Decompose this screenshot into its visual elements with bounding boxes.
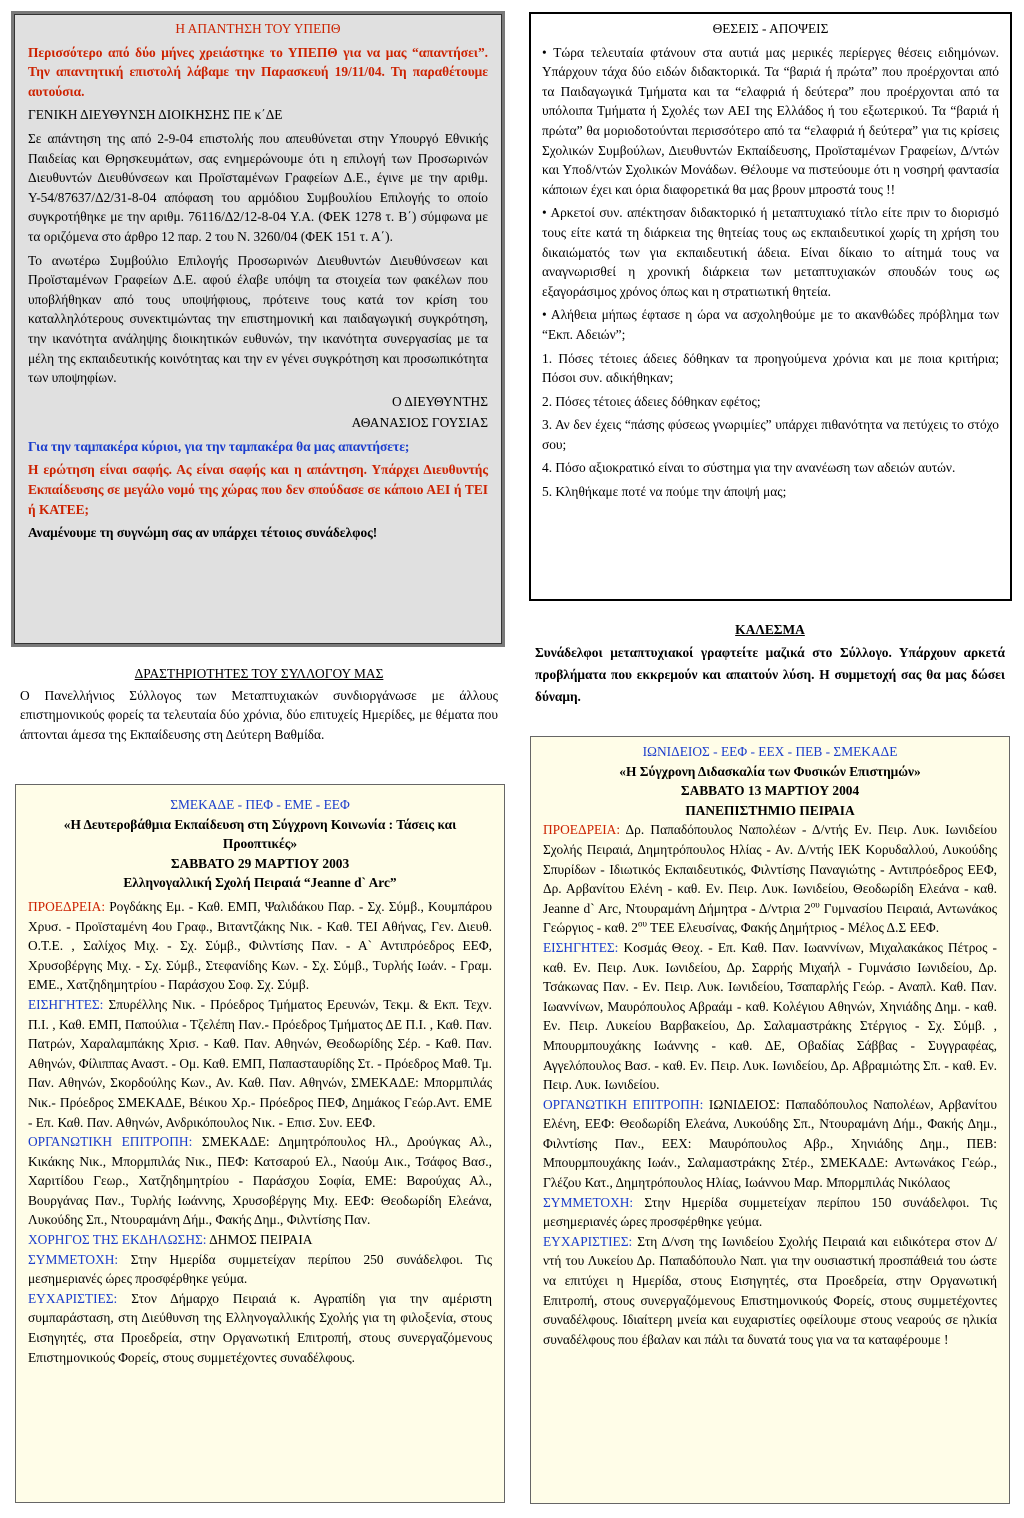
- ionideios-chairs-sup-1: ου: [810, 899, 820, 910]
- ionideios-committee-label: ΟΡΓΑΝΩΤΙΚΗ ΕΠΙΤΡΟΠΗ:: [543, 1096, 704, 1112]
- smekade-sponsor-label: ΧΟΡΗΓΟΣ ΤΗΣ ΕΚΔΗΛΩΣΗΣ:: [28, 1232, 207, 1248]
- ionideios-thanks-label: ΕΥΧΑΡΙΣΤΙΕΣ:: [543, 1233, 633, 1249]
- smekade-committee-label: ΟΡΓΑΝΩΤΙΚΗ ΕΠΙΤΡΟΠΗ:: [28, 1134, 193, 1150]
- ionideios-attendance: Στην Ημερίδα συμμετείχαν περίπου 150 συνάδελφοι. Τις μεσημεριανές ώρες προσφέρθηκε γεύμα.: [543, 1194, 997, 1230]
- smekade-date: ΣΑΒΒΑΤΟ 29 ΜΑΡΤΙΟΥ 2003: [170, 855, 350, 871]
- ionideios-thanks: Στη Δ/νση της Ιωνιδείου Σχολής Πειραιά και ειδικότερα στον Δ/ντή του Λυκείου Δρ. Παπαδόπουλο Ναπ. για την ουσιαστική προσπάθειά του ώστε να επιτύχει η Ημερίδα, στους Εισηγητές, στα Προεδρεία, στην Οργανωτική Επιτροπή, στους συνεργαζόμενους Επιστημονικούς Φορείς, στους συμμετέχοντες συναδέλφους. Ιδιαίτερη μνεία και ευχαριστίες οφείλουμε στους νεαρούς σε ηλικία συναδέλφους που έβαλαν και πάλι τα δυνατά τους για να τα καταφέρουμε !: [543, 1233, 997, 1347]
- closing-remark: Αναμένουμε τη συγνώμη σας αν υπάρχει τέτοιος συνάδελφος!: [28, 525, 378, 541]
- activities-title: ΔΡΑΣΤΗΡΙΟΤΗΤΕΣ ΤΟΥ ΣΥΛΛΟΓΟΥ ΜΑΣ: [134, 666, 384, 681]
- ionideios-committee: ΙΩΝΙΔΕΙΟΣ: Παπαδόπουλος Ναπολέων, Αρβανίτου Ελένη, ΕΕΦ: Θεοδωρίδη Ελεάνα, Λυκούδης Σπ., Ντουραμάνη Δήμ., Φακής Δημ., Φιλντίσης Παν., ΕΕΧ: Μαυρόπουλος Αβρ., Χηνιάδης Δημ., ΠΕΒ: Μπουρμπουχάκης Ιωάν., Σαλαμαστράκης Στέρ., ΣΜΕΚΑΔΕ: Αντωνάκος Γεώρ., Γλέζου Κατ., Δημητρόπουλος Ηλίας, Ιωάννου Μαρ. Μπορμπιλάς Νικόλαος: [543, 1096, 997, 1191]
- ionideios-chairs-a: Δρ. Παπαδόπουλος Ναπολέων - Δ/ντής Εν. Πειρ. Λυκ. Ιωνιδείου Σχολής Πειραιά, Δημητρόπουλος Ηλίας - Αν. Δ/ντής ΙΕΚ Κορυδαλλού, Λυκούδης Σπυρίδων - Ιδιωτικός Εκπαιδευτικός, Φιλντίσης Παναγιώτης - Αντιπρόεδρος ΕΕΦ, Δρ. Αρβανίτου Ελένη - καθ. Εν. Πειρ. Λυκ. Ιωνιδείου, Θεοδωρίδη Ελεάνα - καθ. Jeanne d` Arc, Ντουραμάνη Δήμητρα - Δ/ντρια 2: [543, 822, 997, 916]
- letter-heading: ΓΕΝΙΚΗ ΔΙΕΥΘΥΝΣΗ ΔΙΟΙΚΗΣΗΣ ΠΕ κ΄ΔΕ: [28, 107, 283, 123]
- signer-name: ΑΘΑΝΑΣΙΟΣ ΓΟΥΣΙΑΣ: [351, 415, 488, 431]
- call-body: Συνάδελφοι μεταπτυχιακοί γραφτείτε μαζικά στο Σύλλογο. Υπάρχουν αρκετά προβλήματα που εκκρεμούν και απαιτούν λύση. Η συμμετοχή σας θα μας δώσει δύναμη.: [535, 644, 1005, 704]
- ionideios-speakers-label: ΕΙΣΗΓΗΤΕΣ:: [543, 939, 619, 955]
- ionideios-chairs-label: ΠΡΟΕΔΡΕΙΑ:: [543, 822, 621, 838]
- smekade-sponsor: ΔΗΜΟΣ ΠΕΙΡΑΙΑ: [206, 1232, 313, 1248]
- comment-red: Η ερώτηση είναι σαφής. Ας είναι σαφής και η απάντηση. Υπάρχει Διευθυντής Εκπαίδευσης σε μεγάλο νομό της χώρας που δεν σπούδασε σε κάποιο ΑΕΙ ή ΤΕΙ ή ΚΑΤΕΕ;: [28, 462, 488, 517]
- smekade-attendance-label: ΣΥΜΜΕΤΟΧΗ:: [28, 1251, 119, 1267]
- letter-paragraph-2: Το ανωτέρω Συμβούλιο Επιλογής Προσωρινών Διευθυντών Διευθύνσεων και Προϊσταμένων Γραφείων Δ.Ε. αφού έλαβε υπόψη τα στοιχεία των φακέλων που υποβλήθηκαν από τους υποψήφιους, πρότεινε τους κατά τον κρίση του καταλληλότερους συνεκτιμώντας την επιστημονική και παιδαγωγική συγκρότηση, την ικανότητα ανάληψης διοικητικών ευθυνών, την ικανότητα συνεργασίας με τα μέλη της εκπαιδευτικής κοινότητας και την εν γένει συγκρότηση και προσωπικότητα των υποψηφίων.: [28, 252, 488, 386]
- ypepth-answer-intro: Περισσότερο από δύο μήνες χρειάστηκε το ΥΠΕΠΘ για να μας “απαντήσει”. Την απαντητική επιστολή λάβαμε την Παρασκευή 19/11/04. Τη παραθέτουμε αυτούσια.: [28, 44, 488, 99]
- ionideios-chairs-b: Γυμνασίου Πειραιά, Αντωνάκος Γεώργιος - καθ. 2: [543, 900, 998, 936]
- smekade-chairs-label: ΠΡΟΕΔΡΕΙΑ:: [28, 898, 106, 914]
- ionideios-chairs-c: ΤΕΕ Ελευσίνας, Φακής Δημήτριος - Μέλος Δ.Σ ΕΕΦ.: [646, 920, 940, 936]
- question-4: 4. Πόσο αξιοκρατικό είναι το σύστημα για την ανανέωση των αδειών αυτών.: [542, 460, 956, 476]
- positions-bullet-1: • Τώρα τελευταία φτάνουν στα αυτιά μας μερικές περίεργες θέσεις ειδημόνων. Υπάρχουν τάχα δύο ειδών διδακτορικά. Τα “βαριά ή πρώτα” που προέρχονται από τα Παιδαγωγικά Τμήματα και τα “ελαφριά ή δεύτερα” που προέρχονται από τα υπόλοιπα Τμήματα ή Σχολές των ΑΕΙ της Ελλάδος ή του εξωτερικού. Τα “βαριά ή πρώτα” θα μοριοδοτούνται περισσότερο από τα “ελαφριά ή δεύτερα” για τις κρίσεις Σχολικών Συμβούλων, Διευθυντών Εκπαίδευσης, Προϊσταμένων Γραφείων, Δ/ντών και Υποδ/ντών Σχολικών Μονάδων. Θέλουμε να πιστεύουμε ότι η νοσηρή φαντασία κάποιων έχει και όρια διαφορετικά θα μας βρουν μπροστά τους !!: [542, 44, 999, 197]
- positions-title: ΘΕΣΕΙΣ - ΑΠΟΨΕΙΣ: [712, 21, 829, 36]
- call-title: ΚΑΛΕΣΜΑ: [735, 622, 805, 637]
- ionideios-event-box: [530, 736, 1010, 1504]
- smekade-theme: «Η Δευτεροβάθμια Εκπαίδευση στη Σύγχρονη Κοινωνία : Τάσεις και Προοπτικές»: [63, 816, 457, 852]
- ionideios-chairs-sup-2: ου: [637, 918, 647, 929]
- smekade-speakers-label: ΕΙΣΗΓΗΤΕΣ:: [28, 996, 104, 1012]
- question-5: 5. Κληθήκαμε ποτέ να πούμε την άποψή μας;: [542, 484, 787, 500]
- letter-paragraph-1: Σε απάντηση της από 2-9-04 επιστολής που απευθύνεται στην Υπουργό Εθνικής Παιδείας και Θρησκευμάτων, σας ενημερώνουμε ότι η επιλογή των Προσωρινών Διευθυντών Διευθύνσεων και Προϊσταμένων Γραφείων Δ.Ε., έγινε με την αριθμ. Υ-54/87637/Δ2/31-8-04 απόφαση του αρμόδιου Συμβουλίου Επιλογής το οποίο συγκροτήθηκε με την αριθμ. 76116/Δ2/12-8-04 Υ.Α. (ΦΕΚ 1278 τ. Β΄) σύμφωνα με τα οριζόμενα στο άρθρο 12 παρ. 2 του Ν. 3260/04 (ΦΕΚ 151 τ. Α΄).: [28, 130, 488, 244]
- smekade-attendance: Στην Ημερίδα συμμετείχαν περίπου 250 συνάδελφοι. Τις μεσημεριανές ώρες προσφέρθηκε γεύμα.: [28, 1251, 492, 1287]
- signer-role: Ο ΔΙΕΥΘΥΝΤΗΣ: [392, 393, 488, 409]
- smekade-venue: Ελληνογαλλική Σχολή Πειραιά “Jeanne d` Arc”: [123, 875, 397, 891]
- smekade-org: ΣΜΕΚΑΔΕ - ΠΕΦ - ΕΜΕ - ΕΕΦ: [170, 797, 350, 812]
- smekade-speakers: Σπυρέλλης Νικ. - Πρόεδρος Τμήματος Ερευνών, Τεκμ. & Εκπ. Τεχν. Π.Ι. , Καθ. ΕΜΠ, Παπούλια - Τζελέπη Παν.- Πρόεδρος Τμήματος ΔΕ Π.Ι. , Καθ. Παν. Πατρών, Χαραλαμπάκης Χρισ. - Καθ. Παν. Αθηνών, Θεοδωρίδης Σέρ. - Καθ. Παν. Αθηνών, Φίλιππας Αναστ. - Ομ. Καθ. ΕΜΠ, Παπασταυρίδης Στ. - Πρόεδρος Μαθ. Τμ. Παν. Αθηνών, Σκορδούλης Κων., Αν. Καθ. Παν. Αθηνών, ΣΜΕΚΑΔΕ: Μπορμπιλάς Νικ.- Πρόεδρος ΣΜΕΚΑΔΕ, Βέικου Χρ.- Πρόεδρος ΠΕΦ, Δημάκος Γεώρ.Αντ. ΕΜΕ - Επ. Καθ. Παν. Αθηνών, Ανδρικόπουλος Νικ. - Επισ. Συν. ΕΕΦ.: [28, 996, 493, 1130]
- smekade-thanks-label: ΕΥΧΑΡΙΣΤΙΕΣ:: [28, 1290, 118, 1306]
- positions-bullet-3: • Αλήθεια μήπως έφτασε η ώρα να ασχοληθούμε με το ακανθώδες πρόβλημα των “Εκπ. Αδειών”;: [542, 307, 999, 342]
- ionideios-attendance-label: ΣΥΜΜΕΤΟΧΗ:: [543, 1194, 634, 1210]
- call-section: [535, 620, 1005, 712]
- smekade-event-box: [15, 784, 505, 1503]
- question-2: 2. Πόσες τέτοιες άδειες δόθηκαν εφέτος;: [542, 393, 761, 409]
- smekade-chairs: Ρογδάκης Εμ. - Καθ. ΕΜΠ, Ψαλιδάκου Παρ. - Σχ. Σύμβ., Κουμπάρου Χρυσ. - Προϊσταμένη 4ου Γραφ., Βιταντζάκης Νικ. - Καθ. ΤΕΙ Αθήνας, Γεν. Διευθ. Ο.Τ.Ε. , Σαλίχος Μιχ. - Σχ. Σύμβ., Φιλντίσης Παν. - Α` Αντιπρόεδρος ΕΕΦ, Χρυσοβέργης Μιχ. - Σχ. Σύμβ., Στεφανίδης Κων. - Σχ. Σύμβ., Τυρλής Ιωάν. - Γραμ. ΕΜΕ., Χατζηδημητρίου - Παράσχου Σοφ. Σχ. Σύμβ.: [28, 898, 492, 993]
- ionideios-speakers: Κοσμάς Θεοχ. - Επ. Καθ. Παν. Ιωαννίνων, Μιχαλακάκος Πέτρος - καθ. Εν. Πειρ. Λυκ. Ιωνιδείου, Δρ. Σαρρής Μιχαήλ - Γυμνάσιο Ιωνιδείου, Δρ. Τσάκωνας Παν. - Εν. Πειρ. Λυκ. Ιωνιδείου, Τσαπαρλής Γεώρ. - Αναπλ. Καθ. Παν. Ιωαννίνων, Μαυρόπουλος Αβραάμ - καθ. Κολέγιου Αθηνών, Χηνιάδης Δημ. - καθ. Εν. Πειρ. Λυκείου Βαρβακείου, Δρ. Σαλαμαστράκης Στέργιος - Σχ. Σύμβ. , Μπουρμπουχάκης Ιωάννης - καθ. ΔΕ, Οβαδίας Σάββας - Συγγραφέας, Αγγελόπουλος Βασ. - καθ. Εν. Πειρ. Λυκ. Ιωνιδείου, Δρ. Αβραμιώτης Σπ. - καθ. Εν. Πειρ. Λυκ. Ιωνιδείου.: [543, 939, 997, 1093]
- ionideios-venue: ΠΑΝΕΠΙΣΤΗΜΙΟ ΠΕΙΡΑΙΑ: [685, 802, 855, 818]
- question-3: 3. Αν δεν έχεις “πάσης φύσεως γνωριμίες” υπάρχει πιθανότητα να πετύχεις το στόχο σου;: [542, 417, 999, 452]
- comment-blue: Για την ταμπακέρα κύριοι, για την ταμπακέρα θα μας απαντήσετε;: [28, 438, 410, 454]
- ionideios-org: ΙΩΝΙΔΕΙΟΣ - ΕΕΦ - ΕΕΧ - ΠΕΒ - ΣΜΕΚΑΔΕ: [642, 744, 898, 759]
- smekade-committee: ΣΜΕΚΑΔΕ: Δημητρόπουλος Ηλ., Δρούγκας Αλ., Κικάκης Νικ., Μπορμπιλάς Νικ., ΠΕΦ: Κατσαρού Ελ., Ναούμ Αικ., Τσάφος Βασ., Χαριτίδου Γεωρ., Χατζηδημητρίου - Παράσχου Σοφία, ΕΜΕ: Βαρούχας Αλ., Βουργάνας Παν., Τυρλής Ιωάννης, Χρυσοβέργης Μιχ. ΕΕΦ: Θεοδωρίδη Ελεάνα, Λυκούδης Σπ., Ντουραμάνη Δήμ., Φακής Δημ., Φιλντίσης Παν.: [28, 1134, 492, 1228]
- smekade-thanks: Στον Δήμαρχο Πειραιά κ. Αγραπίδη για την αμέριστη συμπαράσταση, στη Διεύθυνση της Ελληνογαλλικής Σχολής για τη φιλοξενία, στους Εισηγητές, στα Προεδρεία, στην Οργανωτική Επιτροπή, στους συνεργαζόμενους Επιστημονικούς Φορείς, στους συμμετέχοντες συναδέλφους.: [28, 1290, 492, 1365]
- ionideios-theme: «Η Σύγχρονη Διδασκαλία των Φυσικών Επιστημών»: [619, 763, 921, 779]
- positions-opinions-box: [529, 12, 1012, 601]
- ypepth-answer-box: [11, 11, 505, 647]
- ypepth-answer-title: Η ΑΠΑΝΤΗΣΗ ΤΟΥ ΥΠΕΠΘ: [175, 21, 341, 36]
- ionideios-date: ΣΑΒΒΑΤΟ 13 ΜΑΡΤΙΟΥ 2004: [680, 783, 860, 799]
- activities-section: [20, 664, 498, 748]
- activities-body: Ο Πανελλήνιος Σύλλογος των Μεταπτυχιακών συνδιοργάνωσε με άλλους επιστημονικούς φορείς τα τελευταία δύο χρόνια, δύο επιτυχείς Ημερίδες, με θέματα που άπτονται άμεσα της Εκπαίδευσης στη Δεύτερη Βαθμίδα.: [20, 687, 498, 742]
- question-1: 1. Πόσες τέτοιες άδειες δόθηκαν τα προηγούμενα χρόνια και με ποια κριτήρια; Πόσοι συν. αδικήθηκαν;: [542, 350, 999, 386]
- positions-bullet-2: • Αρκετοί συν. απέκτησαν διδακτορικό ή μεταπτυχιακό τίτλο είτε πριν το διορισμό τους είτε κατά τη διάρκεια της θητείας τους ως εκπαιδευτικοί χωρίς τη χρήση του δικαιώματός των για εκπαιδευτική άδεια. Είναι δίκαιο το αίτημά τους να αναγνωρισθεί η χρονική διάρκεια των μεταπτυχιακών σπουδών τους ως εξαγοράσιμος χρόνος όπως και η στρατιωτική θητεία.: [542, 205, 999, 299]
